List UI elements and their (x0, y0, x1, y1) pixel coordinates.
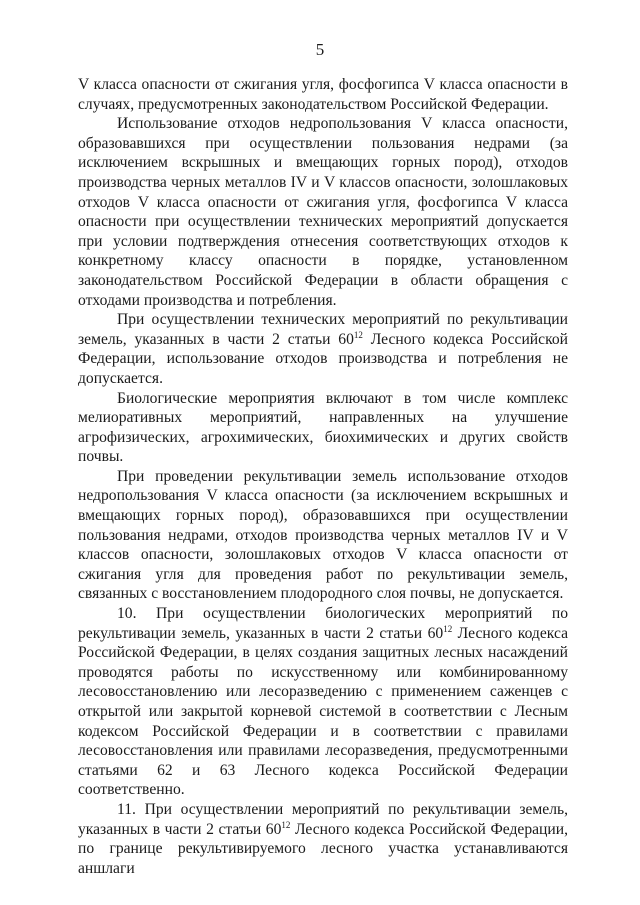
paragraph-text: Лесного кодекса Российской Федерации, в целях создания защитных лесных насаждений проводятся работы по искусственному или комбинированному лесовосстановлению или лесоразведению с применением саженцев с открытой или закрытой корневой системой в соответствии с Лесным кодексом Российской Федерации и в соответствии с правилами лесовосстановления или правилами лесоразведения, предусмотренными статьями 62 и 63 Лесного кодекса Российской Федерации соответственно. (78, 624, 568, 799)
paragraph-text: Биологические мероприятия включают в том числе комплекс мелиоративных мероприятий, направленных на улучшение агрофизических, агрохимических, биохимических и других свойств почвы. (78, 389, 568, 466)
paragraph-text: При проведении рекультивации земель использование отходов недропользования V класса опасности (за исключением вскрышных и вмещающих горных пород), образовавшихся при осуществлении пользования недрами, отходов производства черных металлов IV и V классов опасности, золошлаковых отходов V класса опасности от сжигания угля для проведения работ по рекультивации земель, связанных с восстановлением плодородного слоя почвы, не допускается. (78, 467, 568, 603)
superscript: 12 (353, 329, 363, 340)
paragraph-text: 11. При осуществлении мероприятий по рекультивации земель, указанных в части 2 статьи 60 (78, 800, 568, 838)
paragraph (78, 604, 568, 800)
paragraph-text: 10. При осуществлении биологических мероприятий по рекультивации земель, указанных в части 2 статьи 60 (78, 605, 568, 642)
paragraph (78, 467, 568, 604)
document-body (78, 75, 568, 878)
paragraph (78, 389, 568, 467)
paragraph-text: Использование отходов недропользования V класса опасности, образовавшихся при осуществлении пользования недрами (за исключением вскрышных и вмещающих горных пород), отходов производства черных металлов IV и V классов опасности, золошлаковых отходов V класса опасности от сжигания угля, фосфогипса V класса опасности при осуществлении технических мероприятий допускается при условии подтверждения отнесения соответствующих отходов к конкретному классу опасности в порядке, установленном законодательством Российской Федерации в области обращения с отходами производства и потребления. (78, 115, 568, 309)
paragraph-text: При осуществлении технических мероприятий по рекультивации земель, указанных в части 2 статьи 60 (78, 311, 568, 348)
superscript: 12 (281, 819, 291, 830)
paragraph-text: Лесного кодекса Российской Федерации, использование отходов производства и потребления не допускается. (78, 330, 568, 387)
paragraph (78, 310, 568, 388)
paragraph-text: V класса опасности от сжигания угля, фосфогипса V класса опасности в случаях, предусмотренных законодательством Российской Федерации. (78, 76, 568, 113)
superscript: 12 (443, 623, 453, 634)
paragraph (78, 75, 568, 114)
paragraph-text: Лесного кодекса Российской Федерации, по границе рекультивируемого лесного участка устанавливаются аншлаги (78, 820, 568, 877)
paragraph (78, 800, 568, 878)
paragraph (78, 114, 568, 310)
page-number: 5 (315, 40, 325, 59)
